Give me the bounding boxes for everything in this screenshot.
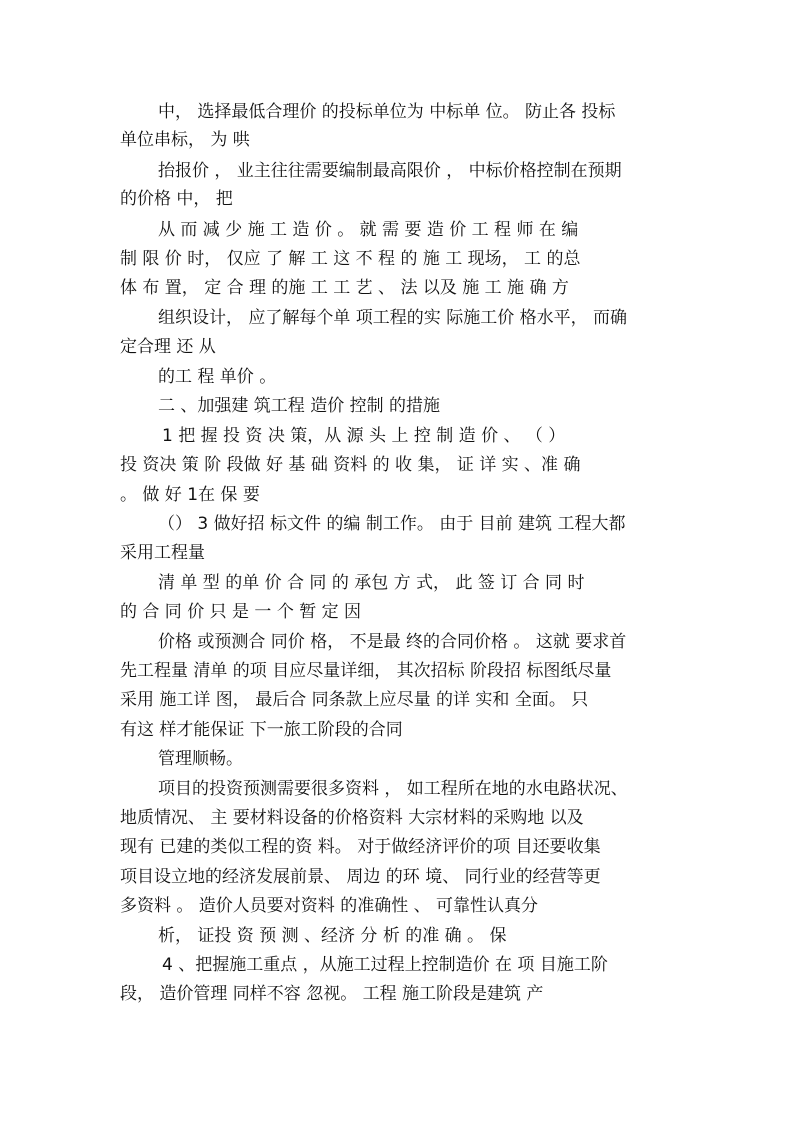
text-line: 单位串标， 为 哄 — [120, 130, 250, 150]
text-line: 投 资决 策 阶 段做 好 基 础 资料 的 收 集， 证 详 实 、准 确 — [120, 455, 581, 475]
text-line: 项目的投资预测需要很多资料 ， 如工程所在地的水电路状况、 — [158, 779, 628, 799]
text-line: 项目设立地的经济发展前景、 周边 的环 境、 同行业的经营等更 — [120, 867, 601, 887]
text-line: 析， 证投 资 预 测 、经济 分 析 的准 确 。 保 — [158, 926, 507, 946]
text-line: 组织设计， 应了解每个单 项工程的实 际施工价 格水平， 而确 — [158, 308, 628, 328]
text-line: 的价格 中， 把 — [120, 189, 233, 209]
text-line: 。 做 好 1在 保 要 — [120, 485, 260, 505]
text-line: 地质情况、 主 要材料设备的价格资料 大宗材料的采购地 以及 — [120, 808, 584, 828]
text-line: 中， 选择最低合理价 的投标单位为 中标单 位。 防止各 投标 — [158, 102, 616, 122]
text-line: 制 限 价 时， 仅应 了 解 工 这 不 程 的 施 工 现场， 工 的总 — [120, 249, 581, 269]
text-line: 价格 或预测合 同价 格， 不是最 终的合同价格 。 这就 要求首 — [158, 632, 627, 652]
text-line: （） 3 做好招 标文件 的编 制工作。 由于 目前 建筑 工程大都 — [158, 514, 626, 534]
text-line: 定合理 还 从 — [120, 337, 216, 357]
text-line: 体 布 置， 定 合 理 的施 工 工 艺 、 法 以及 施 工 施 确 方 — [120, 278, 569, 298]
text-line: 先工程量 清单 的项 目应尽量详细， 其次招标 阶段招 标图纸尽量 — [120, 661, 612, 681]
text-line: 的工 程 单价 。 — [158, 367, 277, 387]
text-line: 多资料 。 造价人员要对资料 的准确性 、 可靠性认真分 — [120, 896, 539, 916]
text-line: 4 、把握施工重点 ，从施工过程上控制造价 在 项 目施工阶 — [162, 955, 608, 975]
text-line: 采用 施工详 图， 最后合 同条款上应尽量 的详 实和 全面。 只 — [120, 690, 589, 710]
text-line: 采用工程量 — [120, 543, 205, 563]
text-line: 现有 已建的类似工程的资 料。 对于做经济评价的项 目还要收集 — [120, 837, 601, 857]
text-line: 的 合 同 价 只 是 一 个 暂 定 因 — [120, 602, 362, 622]
text-line: 管理顺畅。 — [158, 749, 243, 769]
section-heading: 二 、加强建 筑工程 造价 控制 的措施 — [158, 396, 441, 416]
text-line: 抬报价 ， 业主往往需要编制最高限价 ， 中标价格控制在预期 — [158, 161, 622, 181]
text-line: 从 而 减 少 施 工 造 价 。 就 需 要 造 价 工 程 师 在 编 — [158, 220, 579, 240]
text-line: 清 单 型 的单 价 合 同 的 承包 方 式， 此 签 订 合 同 时 — [158, 573, 585, 593]
text-line: 1 把 握 投 资 决 策，从 源 头 上 控 制 造 价 、 （ ） — [162, 426, 566, 446]
text-line: 有这 样才能保证 下一旅工阶段的合同 — [120, 720, 403, 740]
text-line: 段， 造价管理 同样不容 忽视。 工程 施工阶段是建筑 产 — [120, 984, 544, 1004]
